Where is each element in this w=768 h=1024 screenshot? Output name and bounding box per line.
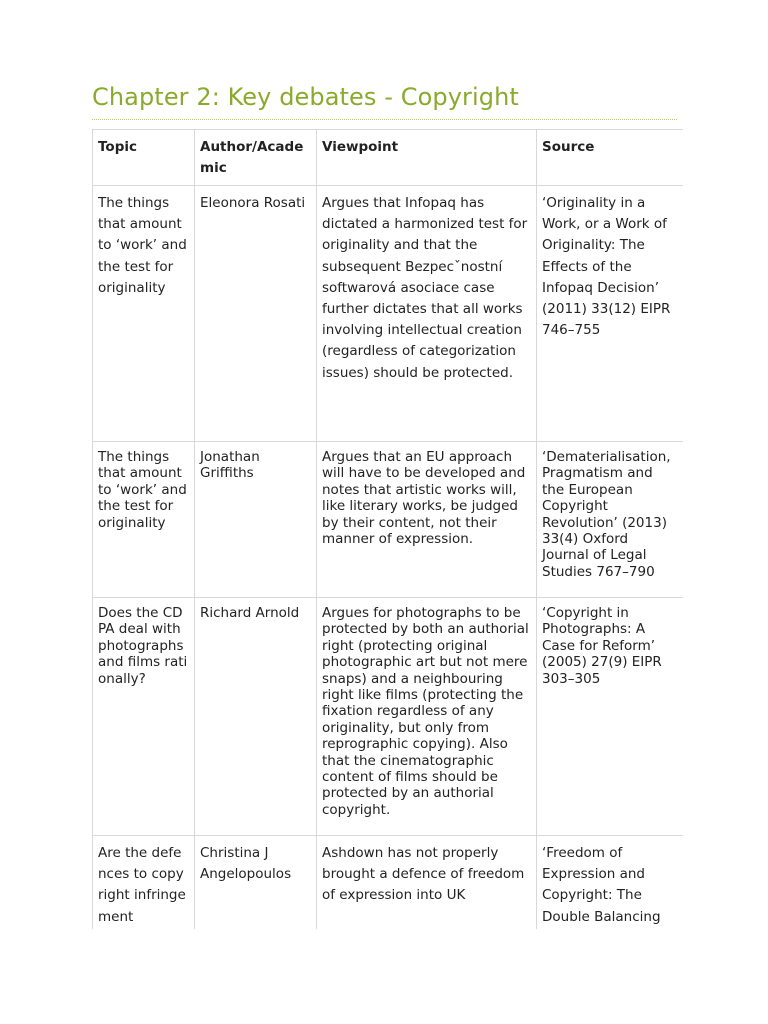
cell-viewpoint: Ashdown has not properly brought a defence of freedom of expression into UK [317,836,537,930]
title-divider [92,119,677,120]
viewpoint-text: Argues that Infopaq has dictated a harmonized test for originality and that the subsequent Bezpecˇnostní softwarová asociace case further dictates that all works [322,195,528,318]
cell-viewpoint: Argues for photographs to be protected by both an authorial right (protecting original photographic art but not mere snaps) and a neighbouring right like films (protecting the fixation regardless of any originality, but only from reprographic copying). Also that the cinematographic content of films should be protected by an authorial copyright. [317,598,537,836]
cell-source: ‘Dematerialisation, Pragmatism and the European Copyright Revolution’ (2013) 33(4) Oxford Journal of Legal Studies 767–790 [537,442,684,598]
cell-source: ‘Freedom of Expression and Copyright: The Double Balancing [537,836,684,930]
viewpoint-text-continued: involving intellectual creation (regardless of categorization issues) should be protected. [322,322,522,381]
cell-author: Eleonora Rosati [195,186,317,442]
cell-topic: The things that amount to ‘work’ and the test for originality [93,186,195,442]
cell-viewpoint: Argues that an EU approach will have to be developed and notes that artistic works will, like literary works, be judged by their content, not their manner of expression. [317,442,537,598]
table-row [93,442,684,598]
cell-viewpoint [317,186,537,442]
header-source: Source [537,130,684,186]
table-row [93,836,684,930]
cell-author: Jonathan Griffiths [195,442,317,598]
cell-topic: Does the CDPA deal with photographs and films rationally? [93,598,195,836]
debates-table-container [92,129,683,929]
table-row [93,598,684,836]
cell-topic: The things that amount to ‘work’ and the test for originality [93,442,195,598]
cell-topic: Are the defences to copyright infringement [93,836,195,930]
cell-source: ‘Copyright in Photographs: A Case for Reform’ (2005) 27(9) EIPR 303–305 [537,598,684,836]
cell-source: ‘Originality in a Work, or a Work of Originality: The Effects of the Infopaq Decision’ (2011) 33(12) EIPR 746–755 [537,186,684,442]
page-title: Chapter 2: Key debates - Copyright [92,83,519,111]
header-viewpoint: Viewpoint [317,130,537,186]
table-row [93,186,684,442]
debates-table [92,129,683,929]
header-topic: Topic [93,130,195,186]
cell-author: Christina J Angelopoulos [195,836,317,930]
header-author: Author/Academic [195,130,317,186]
table-header-row [93,130,684,186]
cell-author: Richard Arnold [195,598,317,836]
